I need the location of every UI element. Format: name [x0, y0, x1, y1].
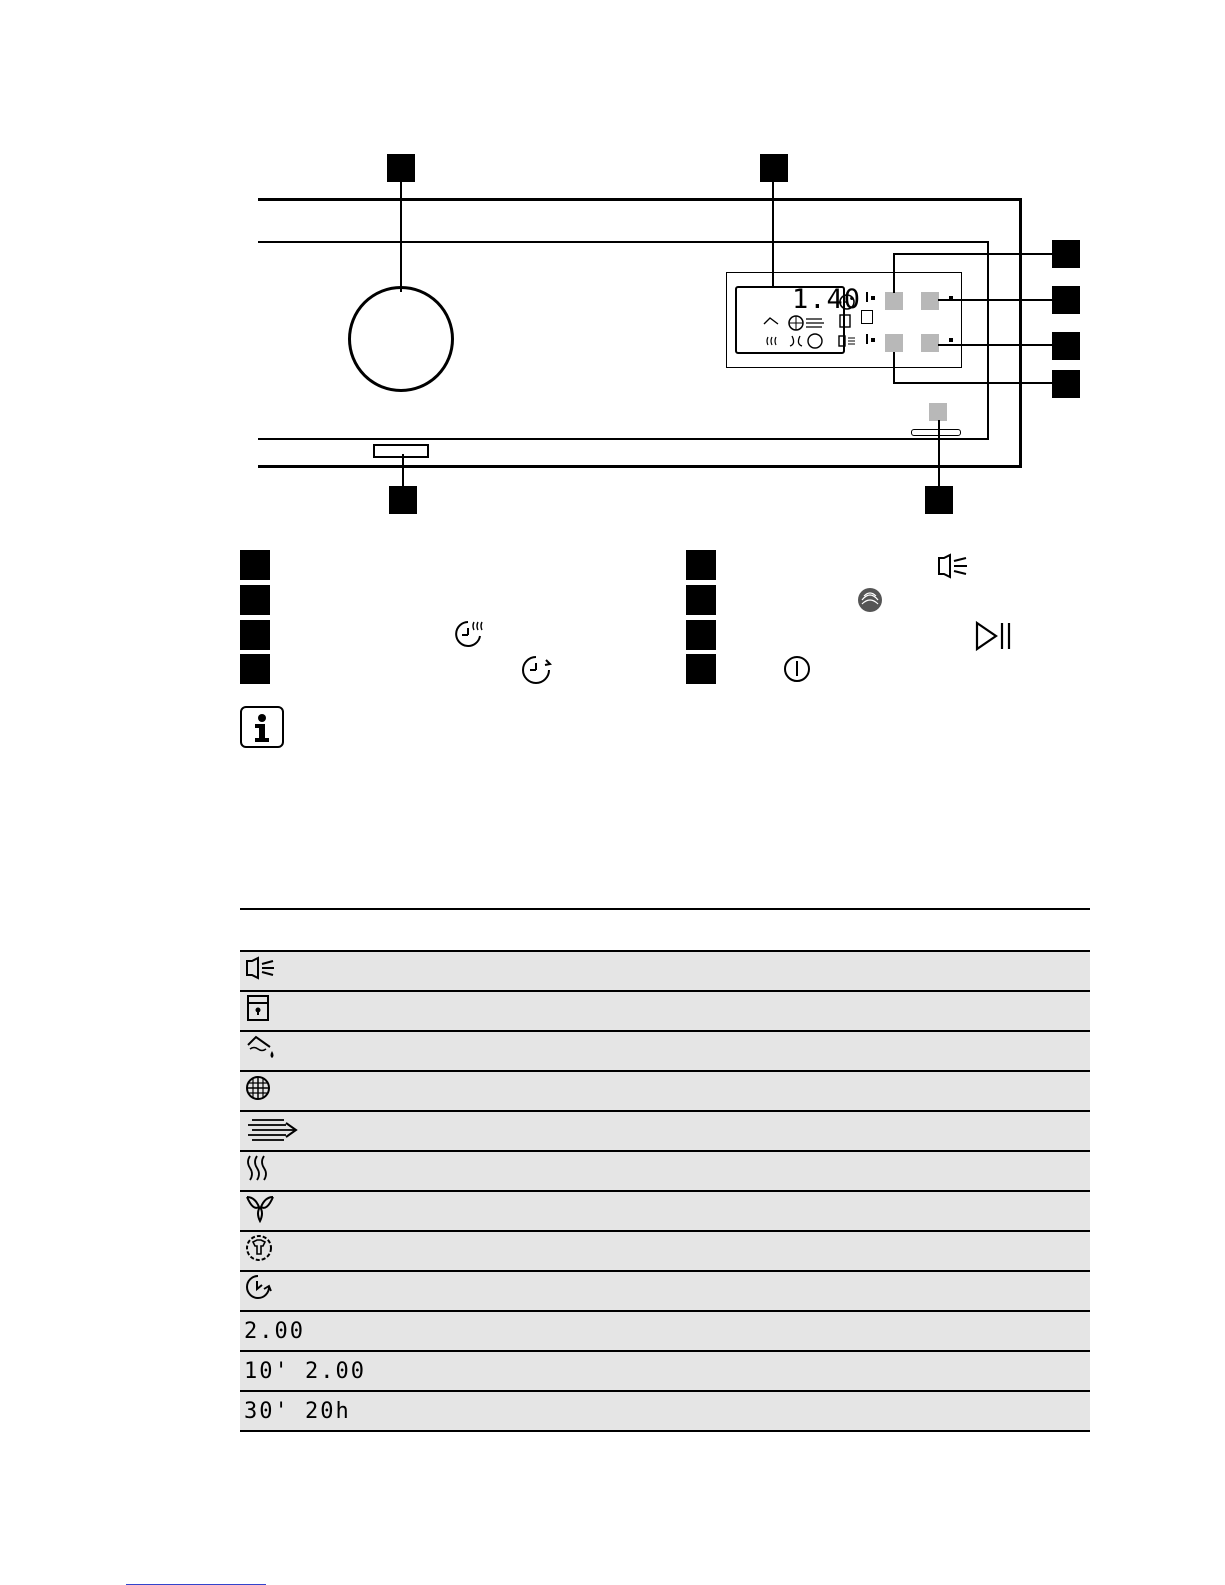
sound-icon [244, 956, 278, 980]
time-dry-icon [452, 618, 488, 652]
start-pause-icon [974, 620, 1014, 652]
on-off-icon [782, 654, 812, 684]
touch-button-top-left[interactable] [885, 292, 903, 310]
table-row [240, 991, 1090, 1031]
callout-right-4 [1052, 370, 1080, 398]
delay-start-icon [244, 1273, 274, 1303]
table-row [240, 1191, 1090, 1231]
callout-right-3 [1052, 332, 1080, 360]
table-row [240, 951, 1090, 991]
filter-icon [244, 1073, 274, 1103]
table-row [240, 1351, 1090, 1391]
delay-start-icon [520, 654, 552, 686]
touch-button-bottom-right[interactable] [921, 334, 939, 352]
callout-door [389, 486, 417, 514]
display-example-3: 30' 20h [240, 1391, 1090, 1431]
display-example-2: 10' 2.00 [240, 1351, 1090, 1391]
heat-exchanger-icon [244, 1113, 300, 1143]
touch-button-top-right[interactable] [921, 292, 939, 310]
display-example-1: 2.00 [240, 1311, 1090, 1351]
filter-door-handle[interactable] [373, 444, 429, 458]
table-row [240, 1311, 1090, 1351]
cooling-icon [244, 1193, 278, 1223]
drying-icon [244, 1153, 274, 1183]
table-header-row [240, 909, 1090, 951]
door-lock-icon [244, 993, 274, 1023]
sound-icon [936, 553, 970, 579]
callout-on-off [925, 486, 953, 514]
callout-right-2 [1052, 286, 1080, 314]
table-row [240, 1231, 1090, 1271]
display-time: 1.40 [792, 284, 862, 315]
programme-knob[interactable] [348, 286, 454, 392]
on-off-indicator [911, 429, 961, 436]
info-icon [240, 706, 284, 748]
table-row [240, 1271, 1090, 1311]
callout-right-1 [1052, 240, 1080, 268]
table-row [240, 1071, 1090, 1111]
on-off-touch-button[interactable] [929, 403, 947, 421]
table-row [240, 1391, 1090, 1431]
table-row [240, 1151, 1090, 1191]
wool-icon [856, 586, 884, 614]
display-icons [736, 288, 860, 350]
table-row [240, 1111, 1090, 1151]
anti-crease-icon [244, 1232, 276, 1264]
callout-display [760, 154, 788, 182]
touch-button-bottom-left[interactable] [885, 334, 903, 352]
symbol-table [240, 908, 1090, 1432]
table-row [240, 1031, 1090, 1071]
callout-knob [387, 154, 415, 182]
water-container-icon [244, 1033, 278, 1063]
